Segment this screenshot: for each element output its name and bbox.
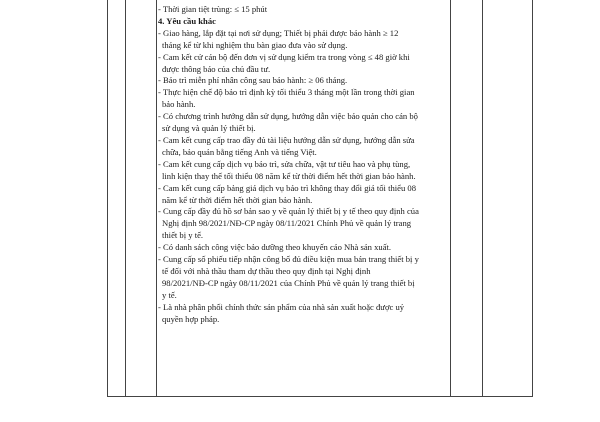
list-item: - Có danh sách công việc bảo dưỡng theo khuyến cáo Nhà sản xuất.	[158, 242, 448, 254]
list-item: - Cam kết cung cấp bảng giá dịch vụ bảo trì không thay đổi giá tối thiểu 08 năm kể từ thời điểm hết thời gian bảo hành.	[158, 183, 448, 207]
table-border-right	[532, 0, 533, 397]
list-item: - Cung cấp số phiếu tiếp nhận công bố đủ điều kiện mua bán trang thiết bị y tế đối với nhà thầu tham dự thầu theo quy định tại Nghị định 98/2021/NĐ-CP ngày 08/11/2021 của Chính Phủ về quản lý trang thiết bị y tế.	[158, 254, 448, 302]
requirements-cell	[158, 4, 448, 325]
list-item: - Cam kết cung cấp trao đầy đủ tài liệu hướng dẫn sử dụng, hướng dẫn sửa chữa, bảo quản bằng tiếng Anh và tiếng Việt.	[158, 135, 448, 159]
list-item: - Là nhà phân phối chính thức sản phẩm của nhà sản xuất hoặc được uỷ quyền hợp pháp.	[158, 302, 448, 326]
section-heading: 4. Yêu cầu khác	[158, 15, 216, 26]
table-border-bottom	[107, 396, 533, 397]
table-divider-4	[482, 0, 483, 397]
table-divider-2	[156, 0, 157, 397]
sterilization-time-line: - Thời gian tiệt trùng: ≤ 15 phút	[158, 4, 268, 14]
list-item: - Cam kết cung cấp dịch vụ bảo trì, sửa chữa, vật tư tiêu hao và phụ tùng, linh kiện thay thế tối thiểu 08 năm kể từ thời điểm hết thời gian bảo hành.	[158, 159, 448, 183]
list-item: - Giao hàng, lắp đặt tại nơi sử dụng; Thiết bị phải được bảo hành ≥ 12 tháng kể từ khi nghiệm thu bàn giao đưa vào sử dụng.	[158, 28, 448, 52]
table-divider-3	[450, 0, 451, 397]
table-border-left	[107, 0, 108, 397]
list-item: - Cam kết cử cán bộ đến đơn vị sử dụng kiểm tra trong vòng ≤ 48 giờ khi được thông báo của chủ đầu tư.	[158, 52, 448, 76]
list-item: - Thực hiện chế độ bảo trì định kỳ tối thiểu 3 tháng một lần trong thời gian bảo hành.	[158, 87, 448, 111]
list-item: - Bảo trì miễn phí nhân công sau bảo hành: ≥ 06 tháng.	[158, 75, 448, 87]
list-item: - Cung cấp đầy đủ hồ sơ bản sao y về quản lý thiết bị y tế theo quy định của Nghị định 98/2021/NĐ-CP ngày 08/11/2021 Chính Phủ về quản lý trang thiết bị y tế.	[158, 206, 448, 242]
table-divider-1	[125, 0, 126, 397]
list-item: - Có chương trình hướng dẫn sử dụng, hướng dẫn việc bảo quản cho cán bộ sử dụng và quản lý thiết bị.	[158, 111, 448, 135]
